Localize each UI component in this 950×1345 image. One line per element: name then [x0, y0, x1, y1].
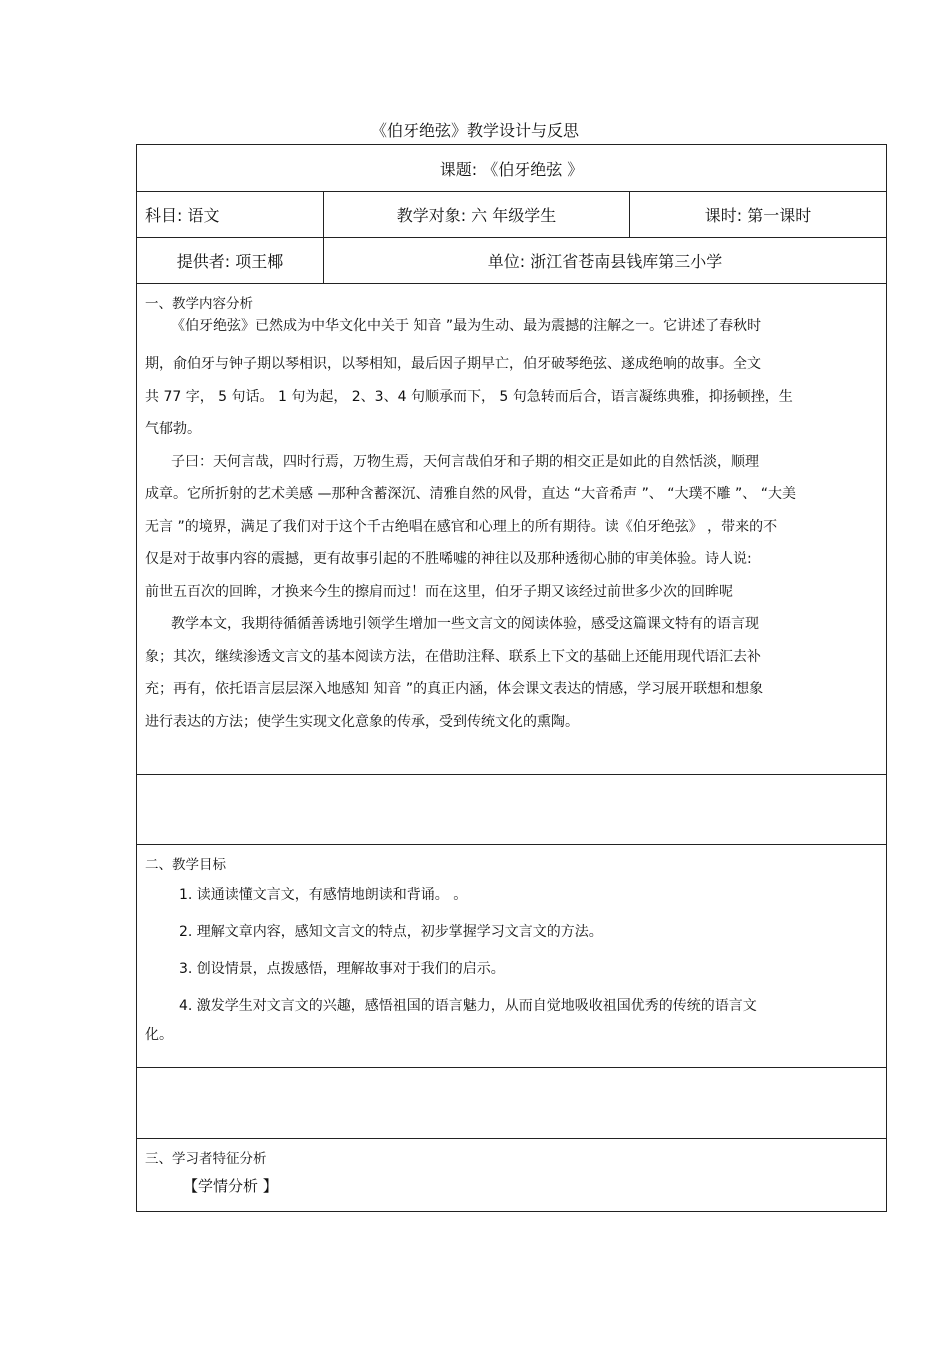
- section-heading: 三、学习者特征分析: [145, 1151, 267, 1167]
- paragraph-line: 进行表达的方法；使学生实现文化意象的传承，受到传统文化的熏陶。: [145, 713, 579, 730]
- paragraph-line: 象；其次，继续渗透文言文的基本阅读方法，在借助注释、联系上下文的基础上还能用现代语汇去补: [145, 648, 761, 665]
- lesson-plan-table: [136, 144, 887, 1212]
- target-cell: 教学对象: 六 年级学生: [324, 192, 630, 238]
- unit-cell: 单位: 浙江省苍南县钱库第三小学: [324, 238, 887, 284]
- provider-cell: 提供者: 项王椰: [137, 238, 324, 284]
- content-analysis-section: [137, 284, 887, 775]
- blank-row: [137, 775, 887, 845]
- section-heading: 一、教学内容分析: [145, 296, 253, 312]
- goal-item: 2. 理解文章内容，感知文言文的特点，初步掌握学习文言文的方法。: [179, 924, 603, 940]
- paragraph-line: 《伯牙绝弦》已然成为中华文化中关于 知音 ”最为生动、最为震撼的注解之一。它讲述了春秋时: [171, 318, 762, 334]
- paragraph-line: 充；再有，依托语言层层深入地感知 知音 ”的真正内涵，体会课文表达的情感，学习展开联想和想象: [145, 681, 764, 697]
- document-title: 《伯牙绝弦》教学设计与反思: [370, 121, 579, 140]
- goal-item-continued: 化。: [145, 1027, 173, 1043]
- paragraph-line: 前世五百次的回眸，才换来今生的擦肩而过！而在这里，伯牙子期又该经过前世多少次的回眸呢: [145, 583, 733, 600]
- period-cell: 课时: 第一课时: [630, 192, 887, 238]
- paragraph-line: 教学本文，我期待循循善诱地引领学生增加一些文言文的阅读体验，感受这篇课文特有的语言现: [171, 616, 759, 632]
- goal-item: 4. 激发学生对文言文的兴趣，感悟祖国的语言魅力，从而自觉地吸收祖国优秀的传统的语言文: [179, 998, 757, 1014]
- paragraph-line: 无言 ”的境界，满足了我们对于这个千古绝唱在感官和心理上的所有期待。读《伯牙绝弦》 ，带来的不: [145, 518, 778, 535]
- section-heading: 二、教学目标: [145, 857, 226, 873]
- teaching-goals-section: [137, 845, 887, 1068]
- subject-cell: 科目: 语文: [137, 192, 324, 238]
- paragraph-line: 子曰：天何言哉，四时行焉，万物生焉，天何言哉伯牙和子期的相交正是如此的自然恬淡，顺理: [171, 453, 759, 470]
- goal-item: 3. 创设情景，点拨感悟，理解故事对于我们的启示。: [179, 961, 505, 977]
- paragraph-line: 共 77 字， 5 句话。 1 句为起， 2、3、4 句顺承而下， 5 句急转而后合，语言凝练典雅，抑扬顿挫，生: [145, 388, 793, 405]
- paragraph-line: 仅是对于故事内容的震撼，更有故事引起的不胜唏嘘的神往以及那种透彻心肺的审美体验。诗人说:: [145, 551, 752, 567]
- subsection-heading: 【学情分析 】: [183, 1177, 278, 1195]
- learner-analysis-section: [137, 1139, 887, 1212]
- paragraph-line: 气郁勃。: [145, 421, 201, 437]
- blank-row: [137, 1068, 887, 1139]
- paragraph-line: 成章。它所折射的艺术美感 —那种含蓄深沉、清雅自然的风骨，直达 “大音希声 ”、 “大璞不雕 ”、 “大美: [145, 486, 796, 502]
- goal-item: 1. 读通读懂文言文，有感情地朗读和背诵。 。: [179, 887, 468, 903]
- topic-cell: 课题: 《伯牙绝弦 》: [137, 145, 887, 192]
- paragraph-line: 期，俞伯牙与钟子期以琴相识，以琴相知，最后因子期早亡，伯牙破琴绝弦、遂成绝响的故事。全文: [145, 356, 761, 372]
